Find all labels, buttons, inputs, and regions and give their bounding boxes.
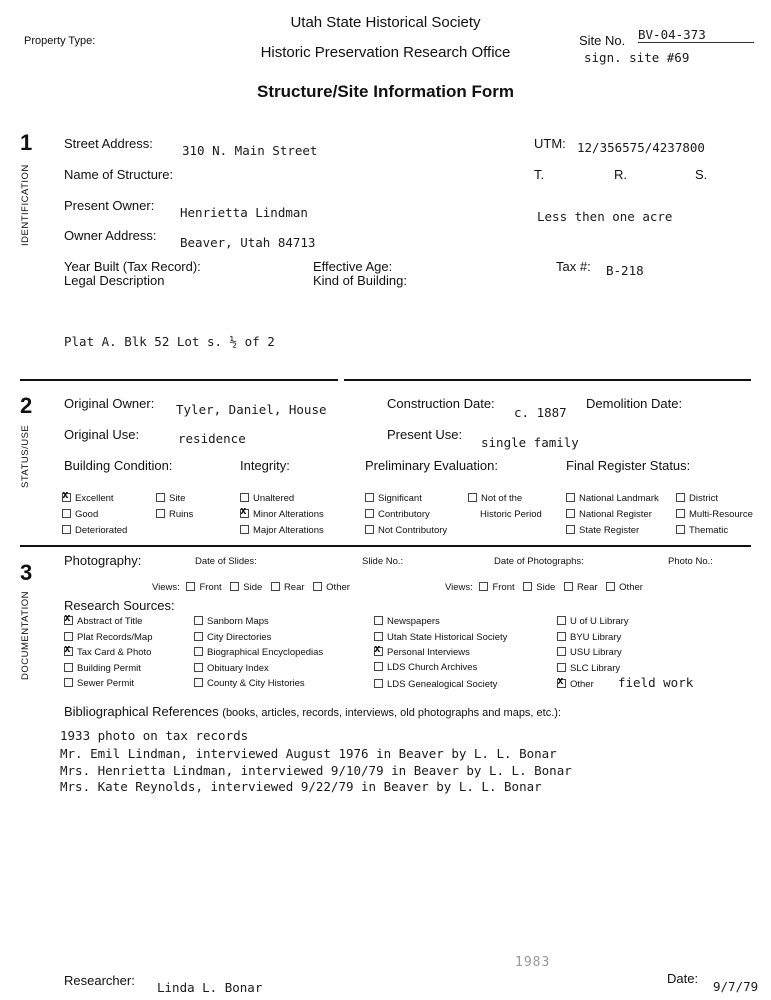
view-side: Side <box>536 582 556 593</box>
checkbox-label: City Directories <box>207 632 272 643</box>
source-byu-library[interactable] <box>557 632 621 643</box>
checkbox-major-alterations[interactable] <box>240 525 324 536</box>
original-owner-value: Tyler, Daniel, House <box>176 402 327 417</box>
checkbox-mark[interactable] <box>64 647 73 656</box>
checkbox-label: Contributory <box>378 509 430 520</box>
checkbox-label: National Register <box>579 509 652 520</box>
utm-label: UTM: <box>534 136 566 151</box>
checkbox-label: Unaltered <box>253 493 295 504</box>
legal-description-label: Legal Description <box>64 273 165 288</box>
final-register-label: Final Register Status: <box>566 458 691 473</box>
section-1-side-label: IDENTIFICATION <box>20 164 31 246</box>
date-of-photographs-label: Date of Photographs: <box>494 556 584 567</box>
checkbox-label: Sanborn Maps <box>207 616 269 627</box>
checkbox-mark[interactable] <box>557 647 566 656</box>
checkbox-label: Good <box>75 509 99 520</box>
checkbox-mark[interactable] <box>194 647 203 656</box>
checkbox-label: BYU Library <box>570 632 622 643</box>
checkbox-label: USU Library <box>570 647 622 658</box>
section-2-side-label: STATUS/USE <box>20 424 31 488</box>
checkbox-label: Utah State Historical Society <box>387 632 508 643</box>
tax-label: Tax #: <box>556 259 591 274</box>
checkbox-mark[interactable] <box>557 616 566 625</box>
received-stamp: 1983 <box>515 955 551 970</box>
site-no-value: BV-04-373 <box>638 27 754 43</box>
checkbox-mark[interactable] <box>676 525 685 534</box>
checkbox-thematic[interactable] <box>676 525 728 536</box>
property-type-label: Property Type: <box>24 35 96 47</box>
construction-date-value: c. 1887 <box>514 405 567 420</box>
tax-value: B-218 <box>606 263 644 278</box>
checkbox-mark[interactable] <box>374 616 383 625</box>
checkbox-label: Sewer Permit <box>77 678 135 689</box>
section-divider <box>344 379 751 381</box>
checkbox-mark[interactable] <box>186 582 195 591</box>
checkbox-mark[interactable] <box>374 647 383 656</box>
bibliography-line: Mrs. Kate Reynolds, interviewed 9/22/79 in Beaver by L. L. Bonar <box>60 779 542 794</box>
checkbox-mark[interactable] <box>365 525 374 534</box>
checkbox-label: Personal Interviews <box>387 647 470 658</box>
acreage-value: Less then one acre <box>537 209 673 224</box>
checkbox-label: U of U Library <box>570 616 629 627</box>
checkbox-significant[interactable] <box>365 493 422 504</box>
checkbox-label: Ruins <box>169 509 194 520</box>
view-side: Side <box>243 582 263 593</box>
source-obituary-index[interactable] <box>194 663 269 674</box>
bibliography-label: Bibliographical References <box>64 704 219 719</box>
checkbox-mark[interactable] <box>374 632 383 641</box>
checkbox-label: Major Alterations <box>253 525 324 536</box>
checkbox-mark[interactable] <box>365 493 374 502</box>
building-condition-label: Building Condition: <box>64 458 173 473</box>
checkbox-mark[interactable] <box>566 493 575 502</box>
source-building-permit[interactable] <box>64 663 141 674</box>
checkbox-mark[interactable] <box>271 582 280 591</box>
source-u-of-u-library[interactable] <box>557 616 629 627</box>
checkbox-contributory[interactable] <box>365 509 430 520</box>
checkbox-label: Site <box>169 493 186 504</box>
checkbox-mark[interactable] <box>64 616 73 625</box>
owner-label: Present Owner: <box>64 198 155 213</box>
checkbox-mark[interactable] <box>194 616 203 625</box>
checkbox-mark[interactable] <box>64 632 73 641</box>
checkbox-not-contributory[interactable] <box>365 525 447 536</box>
legal-description-value: Plat A. Blk 52 Lot s. ½ of 2 <box>64 334 275 349</box>
original-use-label: Original Use: <box>64 427 140 442</box>
checkbox-minor-alterations[interactable] <box>240 509 324 520</box>
photo-views <box>445 582 643 593</box>
photo-no-label: Photo No.: <box>668 556 713 567</box>
structure-name-label: Name of Structure: <box>64 167 174 182</box>
checkbox-mark[interactable] <box>468 493 477 502</box>
checkbox-mark[interactable] <box>240 525 249 534</box>
checkbox-deteriorated[interactable] <box>62 525 127 536</box>
checkbox-label: Minor Alterations <box>253 509 324 520</box>
present-use-label: Present Use: <box>387 427 463 442</box>
checkbox-mark[interactable] <box>194 663 203 672</box>
checkbox-mark[interactable] <box>313 582 322 591</box>
bibliography-line: 1933 photo on tax records <box>60 728 249 743</box>
checkbox-mark[interactable] <box>564 582 573 591</box>
site-no-label: Site No. <box>579 33 626 48</box>
checkbox-mark[interactable] <box>676 509 685 518</box>
bibliography-line: Mr. Emil Lindman, interviewed August 1976 in Beaver by L. L. Bonar <box>60 746 557 761</box>
researcher-value: Linda L. Bonar <box>157 980 263 995</box>
checkbox-label: National Landmark <box>579 493 659 504</box>
checkbox-mark[interactable] <box>557 632 566 641</box>
checkbox-label: Multi-Resource <box>689 509 753 520</box>
checkbox-mark[interactable] <box>365 509 374 518</box>
checkbox-label: LDS Genealogical Society <box>387 679 498 690</box>
checkbox-mark[interactable] <box>156 509 165 518</box>
checkbox-mark[interactable] <box>523 582 532 591</box>
original-use-value: residence <box>178 431 246 446</box>
checkbox-state-register[interactable] <box>566 525 639 536</box>
view-front: Front <box>199 582 222 593</box>
checkbox-unaltered[interactable] <box>240 493 294 504</box>
checkbox-label: Plat Records/Map <box>77 632 153 643</box>
views-label: Views: <box>152 582 180 593</box>
utm-value: 12/356575/4237800 <box>577 140 705 155</box>
bibliography-line: Mrs. Henrietta Lindman, interviewed 9/10/79 in Beaver by L. L. Bonar <box>60 763 572 778</box>
source-sewer-permit[interactable] <box>64 678 134 689</box>
checkbox-mark[interactable] <box>230 582 239 591</box>
present-use-value: single family <box>481 435 579 450</box>
checkbox-label: Building Permit <box>77 663 141 674</box>
checkbox-mark[interactable] <box>62 493 71 502</box>
checkbox-label: LDS Church Archives <box>387 662 478 673</box>
owner-address-label: Owner Address: <box>64 228 157 243</box>
checkbox-label: Abstract of Title <box>77 616 143 627</box>
form-title: Structure/Site Information Form <box>257 82 514 101</box>
construction-date-label: Construction Date: <box>387 396 495 411</box>
t-label: T. <box>534 167 545 182</box>
checkbox-district[interactable] <box>676 493 718 504</box>
checkbox-ruins[interactable] <box>156 509 193 520</box>
source-biographical-encyclopedias[interactable] <box>194 647 323 658</box>
research-sources-label: Research Sources: <box>64 598 175 613</box>
checkbox-excellent[interactable] <box>62 493 114 504</box>
view-rear: Rear <box>283 582 305 593</box>
checkbox-label: Not of the <box>481 493 523 504</box>
checkbox-label: Other <box>570 679 594 690</box>
checkbox-site[interactable] <box>156 493 185 504</box>
checkbox-mark[interactable] <box>240 509 249 518</box>
checkbox-good[interactable] <box>62 509 98 520</box>
checkbox-label: County & City Histories <box>207 678 305 689</box>
checkbox-label: SLC Library <box>570 663 621 674</box>
checkbox-mark[interactable] <box>62 509 71 518</box>
checkbox-label: Significant <box>378 493 422 504</box>
view-rear: Rear <box>576 582 598 593</box>
section-divider <box>20 545 751 547</box>
bibliography-heading <box>64 704 561 719</box>
street-label: Street Address: <box>64 136 153 151</box>
source-slc-library[interactable] <box>557 663 620 674</box>
checkbox-national-register[interactable] <box>566 509 652 520</box>
checkbox-not-of-historic-period[interactable] <box>468 493 522 504</box>
source-abstract-of-title[interactable] <box>64 616 142 627</box>
kind-of-building-label: Kind of Building: <box>313 273 407 288</box>
source-county-city-histories[interactable] <box>194 678 305 689</box>
checkbox-mark[interactable] <box>676 493 685 502</box>
checkbox-mark[interactable] <box>566 509 575 518</box>
other-source-value: field work <box>618 675 694 690</box>
effective-age-label: Effective Age: <box>313 259 393 274</box>
original-owner-label: Original Owner: <box>64 396 155 411</box>
checkbox-mark[interactable] <box>194 632 203 641</box>
checkbox-label: District <box>689 493 719 504</box>
checkbox-mark[interactable] <box>62 525 71 534</box>
section-divider <box>20 379 338 381</box>
photography-label: Photography: <box>64 553 142 568</box>
checkbox-mark[interactable] <box>557 679 566 688</box>
bibliography-hint: (books, articles, records, interviews, old photographs and maps, etc.): <box>222 707 561 719</box>
checkbox-label: Obituary Index <box>207 663 269 674</box>
date-label: Date: <box>667 971 699 986</box>
checkbox-mark[interactable] <box>374 679 383 688</box>
view-other: Other <box>619 582 643 593</box>
researcher-label: Researcher: <box>64 973 135 988</box>
preliminary-evaluation-label: Preliminary Evaluation: <box>365 458 498 473</box>
checkbox-mark[interactable] <box>479 582 488 591</box>
checkbox-label-cont: Historic Period <box>480 509 542 520</box>
demolition-date-label: Demolition Date: <box>586 396 683 411</box>
views-label: Views: <box>445 582 473 593</box>
section-3-number: 3 <box>20 560 33 585</box>
slide-views <box>152 582 350 593</box>
date-of-slides-label: Date of Slides: <box>195 556 257 567</box>
org-name: Utah State Historical Society <box>290 14 481 31</box>
r-label: R. <box>614 167 627 182</box>
checkbox-label: Tax Card & Photo <box>77 647 152 658</box>
source-city-directories[interactable] <box>194 632 271 643</box>
slide-no-label: Slide No.: <box>362 556 404 567</box>
office-name: Historic Preservation Research Office <box>260 44 511 61</box>
checkbox-mark[interactable] <box>374 662 383 671</box>
owner-address-value: Beaver, Utah 84713 <box>180 235 316 250</box>
checkbox-label: State Register <box>579 525 640 536</box>
source-lds-church-archives[interactable] <box>374 662 477 673</box>
date-value: 9/7/79 <box>713 979 759 994</box>
checkbox-mark[interactable] <box>156 493 165 502</box>
checkbox-multi-resource[interactable] <box>676 509 753 520</box>
checkbox-national-landmark[interactable] <box>566 493 659 504</box>
checkbox-label: Not Contributory <box>378 525 448 536</box>
checkbox-label: Newspapers <box>387 616 440 627</box>
checkbox-mark[interactable] <box>566 525 575 534</box>
checkbox-label: Excellent <box>75 493 114 504</box>
section-3-side-label: DOCUMENTATION <box>20 590 31 680</box>
checkbox-mark[interactable] <box>606 582 615 591</box>
view-front: Front <box>492 582 515 593</box>
source-plat-records[interactable] <box>64 632 153 643</box>
owner-value: Henrietta Lindman <box>180 205 308 220</box>
source-personal-interviews[interactable] <box>374 647 470 658</box>
checkbox-mark[interactable] <box>194 678 203 687</box>
view-other: Other <box>326 582 350 593</box>
checkbox-label: Biographical Encyclopedias <box>207 647 324 658</box>
site-sign: sign. site #69 <box>584 50 690 65</box>
source-newspapers[interactable] <box>374 616 440 627</box>
checkbox-mark[interactable] <box>240 493 249 502</box>
section-2-number: 2 <box>20 393 33 418</box>
checkbox-label: Deteriorated <box>75 525 128 536</box>
source-tax-card[interactable] <box>64 647 151 658</box>
source-lds-genealogical-society[interactable] <box>374 679 497 690</box>
source-other[interactable] <box>557 679 594 690</box>
checkbox-mark[interactable] <box>557 663 566 672</box>
source-usu-library[interactable] <box>557 647 622 658</box>
street-value: 310 N. Main Street <box>182 143 318 158</box>
source-sanborn-maps[interactable] <box>194 616 269 627</box>
source-utah-state-historical-society[interactable] <box>374 632 507 643</box>
checkbox-label: Thematic <box>689 525 729 536</box>
checkbox-mark[interactable] <box>64 663 73 672</box>
section-1-number: 1 <box>20 130 33 155</box>
year-built-label: Year Built (Tax Record): <box>64 259 201 274</box>
s-label: S. <box>695 167 708 182</box>
checkbox-mark[interactable] <box>64 678 73 687</box>
integrity-label: Integrity: <box>240 458 290 473</box>
